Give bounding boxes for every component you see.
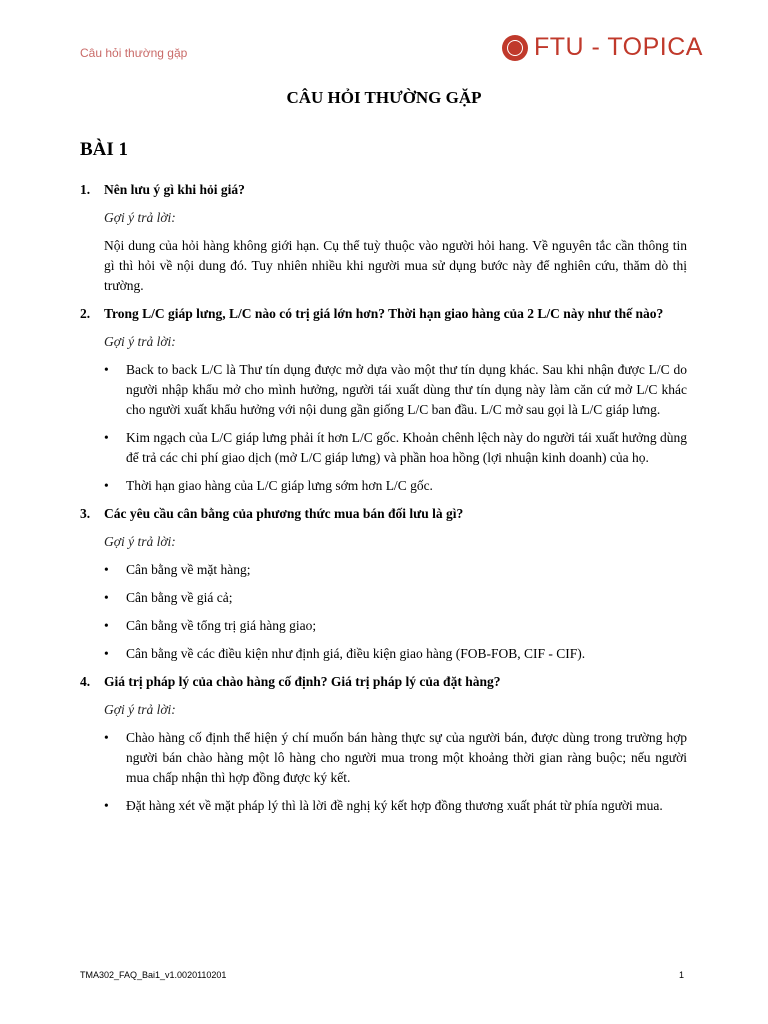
document-id: TMA302_FAQ_Bai1_v1.0020110201 xyxy=(80,970,227,980)
list-item: • Back to back L/C là Thư tín dụng được mở dựa vào một thư tín dụng khác. Sau khi nhận được L/C do người nhập khẩu mở cho mình hưởng, người tái xuất dùng thư tín dụng này làm căn cứ mở L/C khác cho người xuất khẩu hưởng với nội dung gần giống L/C ban đầu. L/C mở sau gọi là L/C giáp lưng. xyxy=(104,360,687,420)
answer-paragraph: Nội dung của hỏi hàng không giới hạn. Cụ thể tuỳ thuộc vào người hỏi hang. Về nguyên tắc cần thông tin gì thì hỏi về nội dung đó. Tuy nhiên nhiều khi người mua sử dụng bước này để nghiên cứu, thăm dò thị trường. xyxy=(104,238,687,293)
answer-bullet-list xyxy=(104,728,687,816)
list-item: • Chào hàng cố định thể hiện ý chí muốn bán hàng thực sự của người bán, được dùng trong trường hợp người bán chào hàng một lô hàng cho người mua trong một khoảng thời gian ràng buộc; nếu người mua chấp nhận thì hợp đồng được ký kết. xyxy=(104,728,687,788)
question-number: 2. xyxy=(80,306,91,321)
list-item: • Cân bằng về các điều kiện như định giá, điều kiện giao hàng (FOB-FOB, CIF - CIF). xyxy=(104,644,687,664)
bullet-icon: • xyxy=(104,478,109,493)
bullet-icon: • xyxy=(104,798,109,813)
university-seal-icon xyxy=(502,35,528,61)
answer-hint-label: Gợi ý trả lời: xyxy=(104,210,176,225)
page-header-text: Câu hỏi thường gặp xyxy=(80,46,188,60)
question-text: Giá trị pháp lý của chào hàng cố định? Giá trị pháp lý của đặt hàng? xyxy=(104,674,501,689)
bullet-icon: • xyxy=(104,618,109,633)
bullet-icon: • xyxy=(104,562,109,577)
question-text: Trong L/C giáp lưng, L/C nào có trị giá lớn hơn? Thời hạn giao hàng của 2 L/C này như thế nào? xyxy=(104,306,664,321)
answer-bullet-list xyxy=(104,360,687,496)
answer-bullet-list xyxy=(104,560,687,664)
list-item: • Thời hạn giao hàng của L/C giáp lưng sớm hơn L/C gốc. xyxy=(104,476,687,496)
ftu-topica-logo xyxy=(502,33,703,62)
bullet-icon: • xyxy=(104,430,109,445)
question-text: Các yêu cầu cân bằng của phương thức mua bán đối lưu là gì? xyxy=(104,506,464,521)
question-number: 4. xyxy=(80,674,91,689)
bullet-icon: • xyxy=(104,362,109,377)
faq-content xyxy=(80,180,687,824)
question-1 xyxy=(80,180,687,200)
list-item: • Cân bằng về tổng trị giá hàng giao; xyxy=(104,616,687,636)
question-number: 3. xyxy=(80,506,91,521)
question-4 xyxy=(80,672,687,692)
answer-hint-label: Gợi ý trả lời: xyxy=(104,534,176,549)
page-number: 1 xyxy=(678,970,684,980)
list-item: • Kim ngạch của L/C giáp lưng phải ít hơn L/C gốc. Khoản chênh lệch này do người tái xuất hưởng dùng để trả các chi phí giao dịch (mở L/C giáp lưng) và phần hoa hồng (lợi nhuận kinh doanh) của họ. xyxy=(104,428,687,468)
section-heading: BÀI 1 xyxy=(80,139,129,160)
list-item: • Cân bằng về mặt hàng; xyxy=(104,560,687,580)
list-item: • Đặt hàng xét về mặt pháp lý thì là lời đề nghị ký kết hợp đồng thương xuất phát từ phía người mua. xyxy=(104,796,687,816)
answer-hint-label: Gợi ý trả lời: xyxy=(104,334,176,349)
bullet-icon: • xyxy=(104,590,109,605)
question-text: Nên lưu ý gì khi hỏi giá? xyxy=(104,182,245,197)
question-3 xyxy=(80,504,687,524)
question-2 xyxy=(80,304,687,324)
answer-hint-label: Gợi ý trả lời: xyxy=(104,702,176,717)
bullet-icon: • xyxy=(104,730,109,745)
page-title: CÂU HỎI THƯỜNG GẶP xyxy=(286,88,482,107)
list-item: • Cân bằng về giá cả; xyxy=(104,588,687,608)
logo-text: FTU - TOPICA xyxy=(534,33,703,61)
question-number: 1. xyxy=(80,182,91,197)
bullet-icon: • xyxy=(104,646,109,661)
